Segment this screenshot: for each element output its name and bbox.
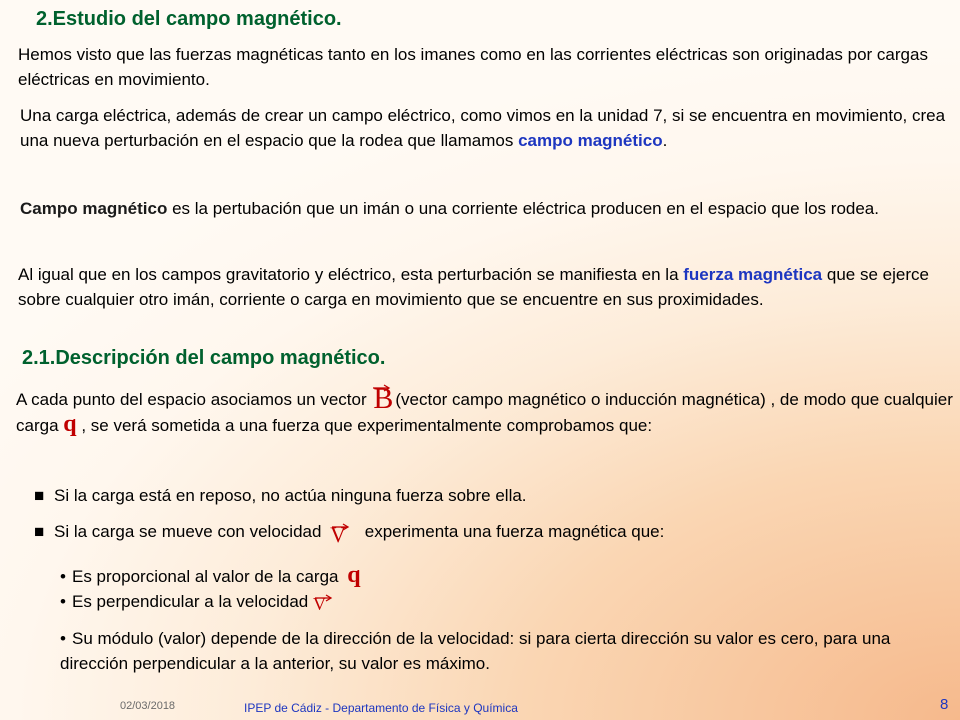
footer-date: 02/03/2018 [120,700,176,712]
bullet-item-moving [34,522,664,545]
subbullet-text: Es proporcional al valor de la carga [72,567,344,586]
vector-letter: B [373,382,394,415]
paragraph-text: Una carga eléctrica, además de crear un campo eléctrico, como vimos en la unidad 7, si se encuentra en movimiento, crea una nueva perturbación en el espacio que la rodea que llamamos [20,106,946,150]
subbullet-item-proportional [60,562,361,589]
definition-paragraph [20,196,940,221]
vector-v-symbol [330,522,347,547]
vector-arrow-icon [330,523,350,531]
intro-paragraph: Hemos visto que las fuerzas magnéticas tanto en los imanes como en las corrientes eléctricas son originadas por cargas eléctricas en movimiento. [18,45,928,89]
subbullet-item-modulus [60,626,920,676]
bullet-text-after: experimenta una fuerza magnética que: [360,522,665,541]
paragraph-text: Al igual que en los campos gravitatorio y eléctrico, esta perturbación se manifiesta en la [18,265,684,284]
force-paragraph [18,262,948,312]
subbullet-item-perpendicular [60,592,326,612]
dot-bullet-icon: • [60,567,66,586]
vector-paragraph [16,382,956,438]
square-bullet-icon: ■ [34,522,45,541]
paragraph-text: A cada punto del espacio asociamos un vector [16,390,372,409]
vector-arrow-icon [371,384,391,392]
paragraph-text: (vector campo magnético o inducción magnética) , de modo que cualquier carga [16,390,953,435]
vector-letter: V [330,522,347,547]
charge-q-symbol: q [63,411,77,437]
subbullet-text: Su módulo (valor) depende de la dirección de la velocidad: si para cierta dirección su valor es cero, para una dirección perpendicular a la anterior, su valor es máximo. [60,629,891,673]
paragraph-text: , se verá sometida a una fuerza que experimentalmente comprobamos que: [76,416,653,435]
definition-context-paragraph [20,103,950,153]
footer-institution: IPEP de Cádiz - Departamento de Física y Química [244,701,518,715]
square-bullet-icon: ■ [34,486,45,505]
term-campo-magnetico: campo magnético [518,131,663,150]
subbullet-text: Es perpendicular a la velocidad [72,592,313,611]
bullet-text: Si la carga está en reposo, no actúa ninguna fuerza sobre ella. [54,486,527,505]
definition-term: Campo magnético [20,199,168,218]
bullet-item-rest [34,486,527,506]
page-number: 8 [940,696,949,713]
vector-v-symbol [313,596,326,612]
vector-arrow-icon [313,594,333,602]
paragraph-end: que se ejerce sobre cualquier otro imán, corriente o carga en movimiento que se encuentre en sus proximidades. [18,265,929,309]
dot-bullet-icon: • [60,629,66,648]
bullet-text: Si la carga se mueve con velocidad [54,522,327,541]
subsection-heading: 2.1.Descripción del campo magnético. [22,347,386,369]
section-heading: 2.Estudio del campo magnético. [36,8,342,30]
vector-letter: V [312,594,326,614]
dot-bullet-icon: • [60,592,66,611]
term-fuerza-magnetica: fuerza magnética [683,265,823,284]
definition-text: es la pertubación que un imán o una corriente eléctrica producen en el espacio que los rodea. [167,199,879,218]
vector-b-symbol [371,382,395,415]
paragraph-end: . [662,131,668,150]
charge-q-symbol: q [347,562,361,588]
